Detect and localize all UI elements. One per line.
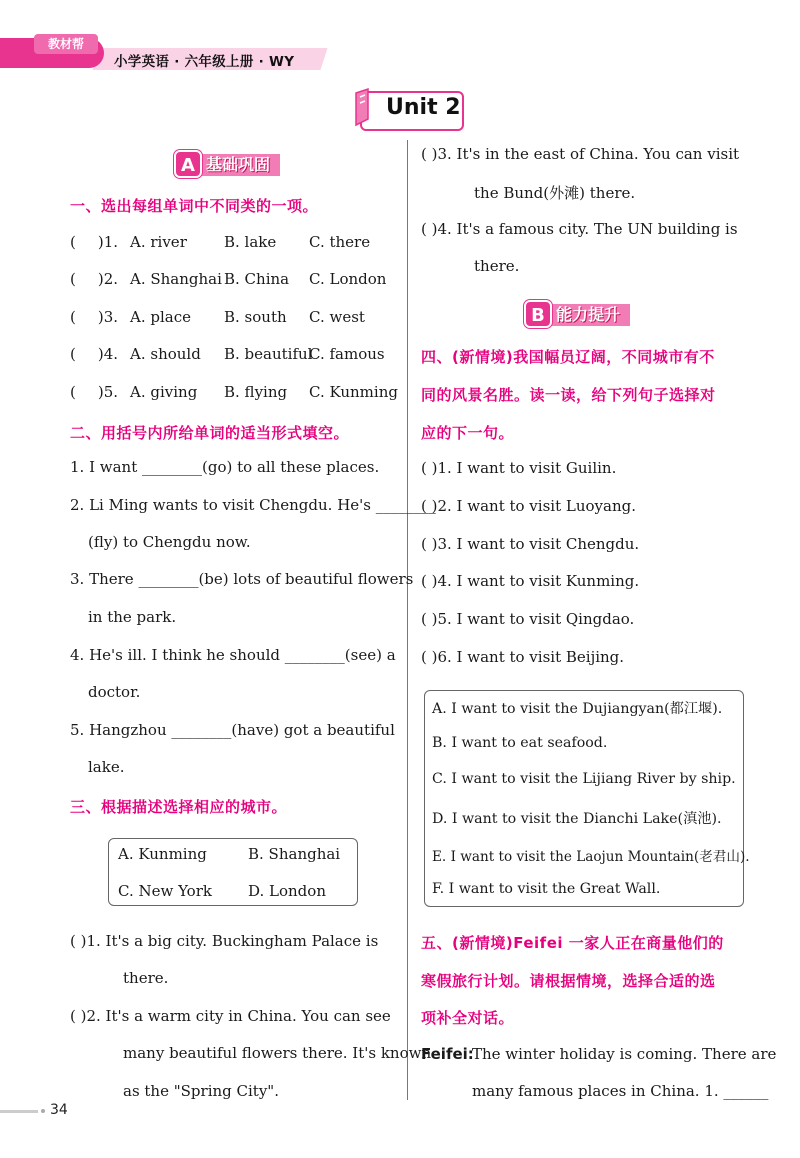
q4-heading: 同的风景名胜。读一读，给下列句子选择对	[421, 386, 716, 404]
fill-line: in the park.	[88, 608, 177, 626]
fill-line: 2. Li Ming wants to visit Chengdu. He's ________	[70, 496, 436, 514]
option-a: A. river	[130, 233, 187, 251]
section-b-badge	[524, 300, 654, 328]
footer-bar	[0, 1110, 38, 1113]
option-b: B. lake	[224, 233, 277, 251]
book-icon	[352, 87, 374, 127]
option-a: A. giving	[130, 383, 198, 401]
list-item: ( )1.	[70, 233, 119, 251]
column-divider	[407, 140, 408, 1100]
question-line: ( )4. It's a famous city. The UN building is	[421, 220, 738, 238]
option-c: C. London	[309, 270, 387, 288]
footer-dot	[41, 1109, 45, 1113]
list-item: ( )2.	[70, 270, 119, 288]
option-b: B. south	[224, 308, 287, 326]
dialogue-line: The winter holiday is coming. There are	[472, 1045, 777, 1063]
fill-line: lake.	[88, 758, 125, 776]
city-option: A. Kunming	[118, 845, 207, 863]
option-a: A. should	[130, 345, 201, 363]
q4-heading: 应的下一句。	[421, 424, 515, 442]
option-c: C. famous	[309, 345, 385, 363]
q5-heading: 寒假旅行计划。请根据情境，选择合适的选	[421, 972, 716, 990]
question-line: ( )1. It's a big city. Buckingham Palace is	[70, 932, 379, 950]
question-line: the Bund(外滩) there.	[474, 184, 636, 202]
answer-option: A. I want to visit the Dujiangyan(都江堰).	[432, 701, 723, 717]
answer-option: F. I want to visit the Great Wall.	[432, 881, 661, 897]
fill-line: 5. Hangzhou ________(have) got a beautiful	[70, 721, 395, 739]
option-b: B. China	[224, 270, 290, 288]
brand-label: 教材帮	[34, 34, 98, 54]
question-line: as the "Spring City".	[123, 1082, 279, 1100]
city-option: D. London	[248, 882, 326, 900]
page-number: 34	[50, 1102, 68, 1118]
list-item: ( )2. I want to visit Luoyang.	[421, 497, 636, 515]
option-b: B. flying	[224, 383, 288, 401]
section-a-title: 基础巩固	[198, 154, 280, 176]
option-c: C. west	[309, 308, 365, 326]
q1-heading: 一、选出每组单词中不同类的一项。	[70, 197, 319, 215]
speaker-name: Feifei:	[421, 1045, 474, 1063]
book-title: 小学英语 · 六年级上册 · WY	[114, 54, 295, 70]
list-item: ( )3. I want to visit Chengdu.	[421, 535, 640, 553]
city-option: B. Shanghai	[248, 845, 341, 863]
q5-heading: 五、(新情境)Feifei 一家人正在商量他们的	[421, 934, 724, 952]
option-c: C. Kunming	[309, 383, 398, 401]
section-b-letter: B	[524, 300, 552, 328]
fill-line: 4. He's ill. I think he should ________(see) a	[70, 646, 396, 664]
dialogue-line: many famous places in China. 1. ______	[472, 1082, 769, 1100]
fill-line: doctor.	[88, 683, 141, 701]
q4-heading: 四、(新情境)我国幅员辽阔，不同城市有不	[421, 348, 715, 366]
answer-option: D. I want to visit the Dianchi Lake(滇池).	[432, 811, 722, 827]
fill-line: (fly) to Chengdu now.	[88, 533, 251, 551]
section-b-title: 能力提升	[548, 304, 630, 326]
unit-title: Unit 2	[386, 95, 461, 120]
page-header	[0, 36, 330, 70]
fill-line: 1. I want ________(go) to all these places.	[70, 458, 380, 476]
question-line: there.	[123, 969, 169, 987]
question-line: ( )2. It's a warm city in China. You can see	[70, 1007, 391, 1025]
list-item: ( )5.	[70, 383, 119, 401]
section-a-letter: A	[174, 150, 202, 178]
option-b: B. beautiful	[224, 345, 313, 363]
section-a-badge	[174, 150, 304, 178]
list-item: ( )4.	[70, 345, 119, 363]
city-option: C. New York	[118, 882, 212, 900]
list-item: ( )6. I want to visit Beijing.	[421, 648, 625, 666]
q4-options-box	[424, 690, 744, 907]
question-line: there.	[474, 257, 520, 275]
answer-option: C. I want to visit the Lijiang River by ship.	[432, 771, 736, 787]
option-a: A. Shanghai	[130, 270, 222, 288]
q2-heading: 二、用括号内所给单词的适当形式填空。	[70, 424, 350, 442]
q3-heading: 三、根据描述选择相应的城市。	[70, 798, 288, 816]
list-item: ( )1. I want to visit Guilin.	[421, 459, 617, 477]
list-item: ( )5. I want to visit Qingdao.	[421, 610, 635, 628]
question-line: many beautiful flowers there. It's known	[123, 1044, 432, 1062]
answer-option: B. I want to eat seafood.	[432, 735, 608, 751]
list-item: ( )3.	[70, 308, 119, 326]
question-line: ( )3. It's in the east of China. You can visit	[421, 145, 740, 163]
fill-line: 3. There ________(be) lots of beautiful flowers	[70, 570, 414, 588]
q5-heading: 项补全对话。	[421, 1009, 515, 1027]
list-item: ( )4. I want to visit Kunming.	[421, 572, 640, 590]
option-a: A. place	[130, 308, 191, 326]
option-c: C. there	[309, 233, 371, 251]
answer-option: E. I want to visit the Laojun Mountain(老君山).	[432, 849, 750, 865]
